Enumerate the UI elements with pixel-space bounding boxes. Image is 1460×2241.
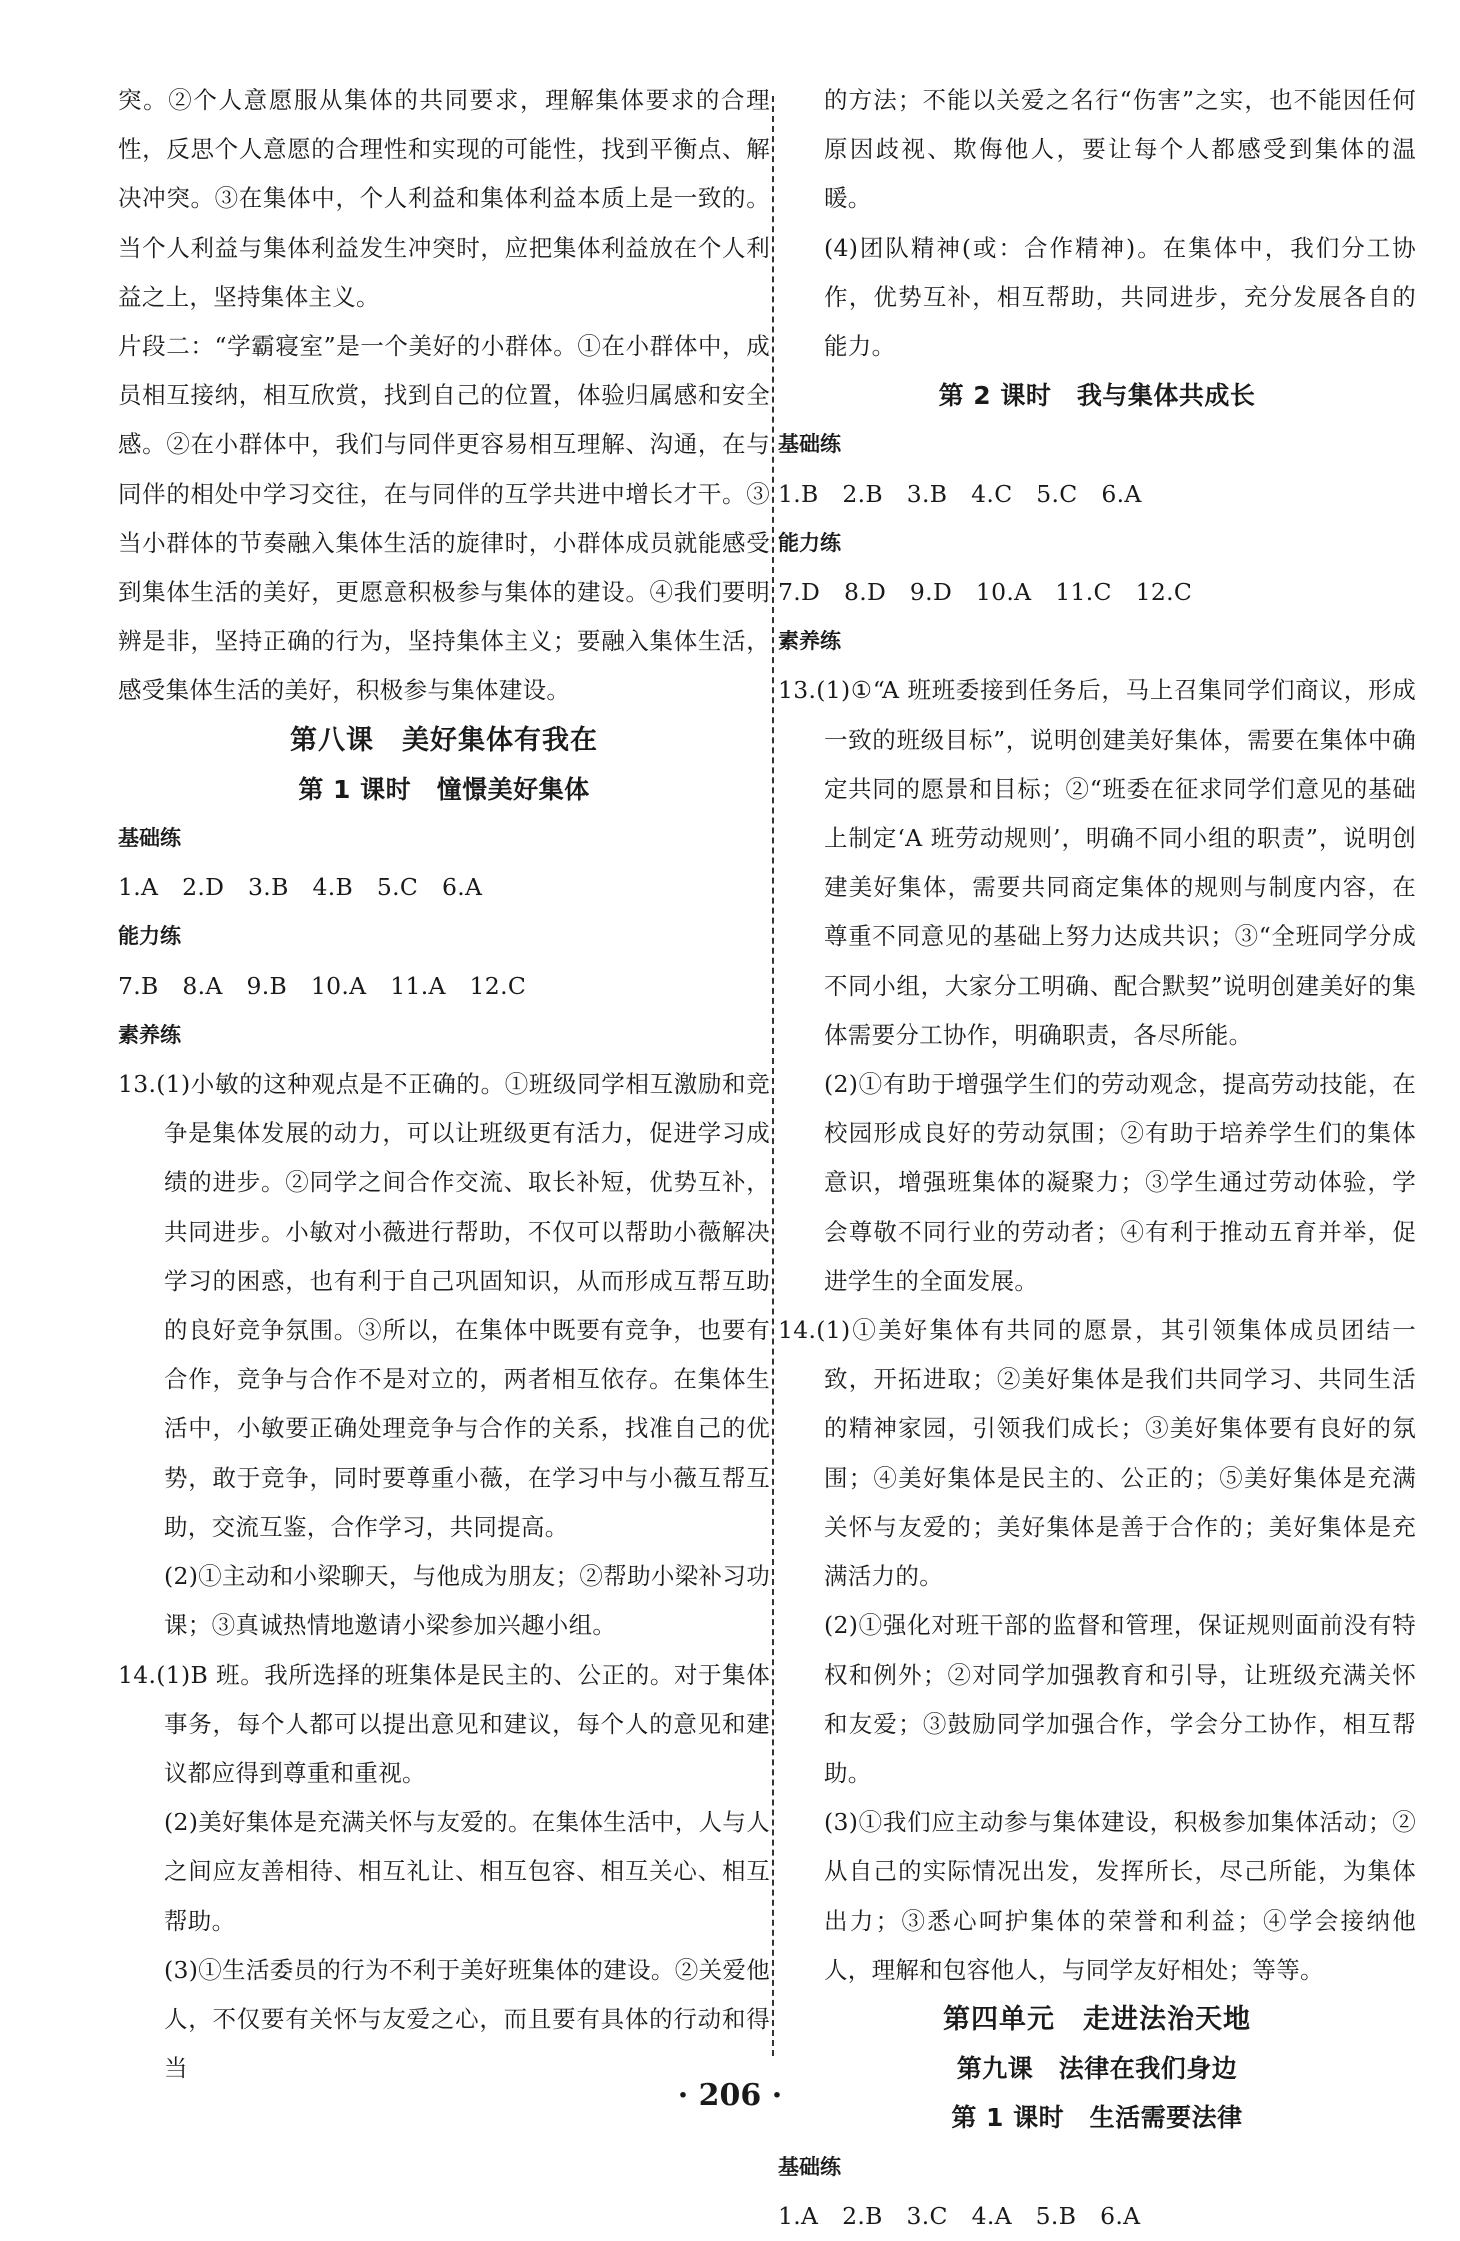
question-13-part-1: 13.(1)小敏的这种观点是不正确的。①班级同学相互激励和竞争是集体发展的动力，可以让班级更有活力，促进学习成绩的进步。②同学之间合作交流、取长补短，优势互补，共同进步。小敏对小薇进行帮助，不仅可以帮助小薇解决学习的困惑，也有利于自己巩固知识，从而形成互帮互助的良好竞争氛围。③所以，在集体中既要有竞争，也要有合作，竞争与合作不是对立的，两者相互依存。在集体生活中，小敏要正确处理竞争与合作的关系，找准自己的优势，敢于竞争，同时要尊重小薇，在学习中与小薇互帮互助，交流互鉴，合作学习，共同提高。 [118,1070,770,1541]
lesson-8-title: 第八课 美好集体有我在 [290,724,598,756]
left-paragraph-1: 突。②个人意愿服从集体的共同要求，理解集体要求的合理性，反思个人意愿的合理性和实现的可能性，找到平衡点、解决冲突。③在集体中，个人利益和集体利益本质上是一致的。当个人利益与集体利益发生冲突时，应把集体利益放在个人利益之上，坚持集体主义。 [118,86,770,311]
lesson-9-period-1-title: 第 1 课时 生活需要法律 [951,2103,1243,2133]
basic-practice-answers: 1.A 2.D 3.B 4.B 5.C 6.A [118,873,483,902]
basic-practice-label: 基础练 [778,432,841,457]
question-14-part-3: (3)①生活委员的行为不利于美好班集体的建设。②关爱他人，不仅要有关怀与友爱之心，而且要有具体的行动和得当 [164,1955,770,2083]
ability-practice-answers: 7.D 8.D 9.D 10.A 11.C 12.C [778,578,1193,607]
basic-practice-label-2: 基础练 [778,2154,841,2179]
literacy-practice-label: 素养练 [778,629,841,654]
basic-practice-answers-2: 1.A 2.B 3.C 4.A 5.B 6.A [778,2201,1141,2230]
page-number: · 206 · [677,2078,783,2113]
question-14-part-1: 14.(1)①美好集体有共同的愿景，其引领集体成员团结一致，开拓进取；②美好集体是我们共同学习、共同生活的精神家园，引领我们成长；③美好集体要有良好的氛围；④美好集体是民主的、公正的；⑤美好集体是充满关怀与友爱的；美好集体是善于合作的；美好集体是充满活力的。 [778,1316,1416,1591]
basic-practice-answers: 1.B 2.B 3.B 4.C 5.C 6.A [778,479,1142,508]
question-13-part-2: (2)①主动和小梁聊天，与他成为朋友；②帮助小梁补习功课；③真诚热情地邀请小梁参加兴趣小组。 [164,1562,770,1640]
ability-practice-label: 能力练 [118,924,181,949]
basic-practice-label: 基础练 [118,826,181,851]
right-paragraph-1: 的方法；不能以关爱之名行“伤害”之实，也不能因任何原因歧视、欺侮他人，要让每个人都感受到集体的温暖。 [824,86,1416,213]
question-14-part-1: 14.(1)B 班。我所选择的班集体是民主的、公正的。对于集体事务，每个人都可以提出意见和建议，每个人的意见和建议都应得到尊重和重视。 [118,1660,770,1787]
unit-4-title: 第四单元 走进法治天地 [943,2003,1251,2035]
question-14-part-3: (3)①我们应主动参与集体建设，积极参加集体活动；②从自己的实际情况出发，发挥所长，尽己所能，为集体出力；③悉心呵护集体的荣誉和利益；④学会接纳他人，理解和包容他人，与同学友好相处；等等。 [824,1808,1416,1984]
ability-practice-answers: 7.B 8.A 9.B 10.A 11.A 12.C [118,971,527,1000]
right-paragraph-2: (4)团队精神(或：合作精神)。在集体中，我们分工协作，优势互补，相互帮助，共同进步，充分发展各自的能力。 [824,233,1416,361]
literacy-practice-label: 素养练 [118,1022,181,1047]
question-14-part-2: (2)美好集体是充满关怀与友爱的。在集体生活中，人与人之间应友善相待、相互礼让、相互包容、相互关心、相互帮助。 [164,1808,770,1935]
lesson-8-period-2-title: 第 2 课时 我与集体共成长 [938,381,1256,411]
lesson-9-title: 第九课 法律在我们身边 [956,2054,1238,2084]
right-column [778,76,1416,2241]
question-13-part-2: (2)①有助于增强学生们的劳动观念，提高劳动技能，在校园形成良好的劳动氛围；②有助于培养学生们的集体意识，增强班集体的凝聚力；③学生通过劳动体验，学会尊敬不同行业的劳动者；④有利于推动五育并举，促进学生的全面发展。 [824,1070,1416,1295]
lesson-8-period-1-title: 第 1 课时 憧憬美好集体 [298,774,590,804]
ability-practice-label: 能力练 [778,530,841,555]
question-14-part-2: (2)①强化对班干部的监督和管理，保证规则面前没有特权和例外；②对同学加强教育和引导，让班级充满关怀和友爱；③鼓励同学加强合作，学会分工协作，相互帮助。 [824,1611,1416,1787]
question-13-part-1: 13.(1)①“A 班班委接到任务后，马上召集同学们商议，形成一致的班级目标”，说明创建美好集体，需要在集体中确定共同的愿景和目标；②“班委在征求同学们意见的基础上制定‘A 班劳动规则’，明确不同小组的职责”，说明创建美好集体，需要共同商定集体的规则与制度内容，在尊重不同意见的基础上努力达成共识；③“全班同学分成不同小组，大家分工明确、配合默契”说明创建美好的集体需要分工协作，明确职责，各尽所能。 [778,676,1416,1049]
left-column [118,76,770,2093]
left-paragraph-2: 片段二：“学霸寝室”是一个美好的小群体。①在小群体中，成员相互接纳，相互欣赏，找到自己的位置，体验归属感和安全感。②在小群体中，我们与同伴更容易相互理解、沟通，在与同伴的相处中学习交往，在与同伴的互学共进中增长才干。③当小群体的节奏融入集体生活的旋律时，小群体成员就能感受到集体生活的美好，更愿意积极参与集体的建设。④我们要明辨是非，坚持正确的行为，坚持集体主义；要融入集体生活，感受集体生活的美好，积极参与集体建设。 [118,332,770,705]
column-divider [772,96,774,2056]
